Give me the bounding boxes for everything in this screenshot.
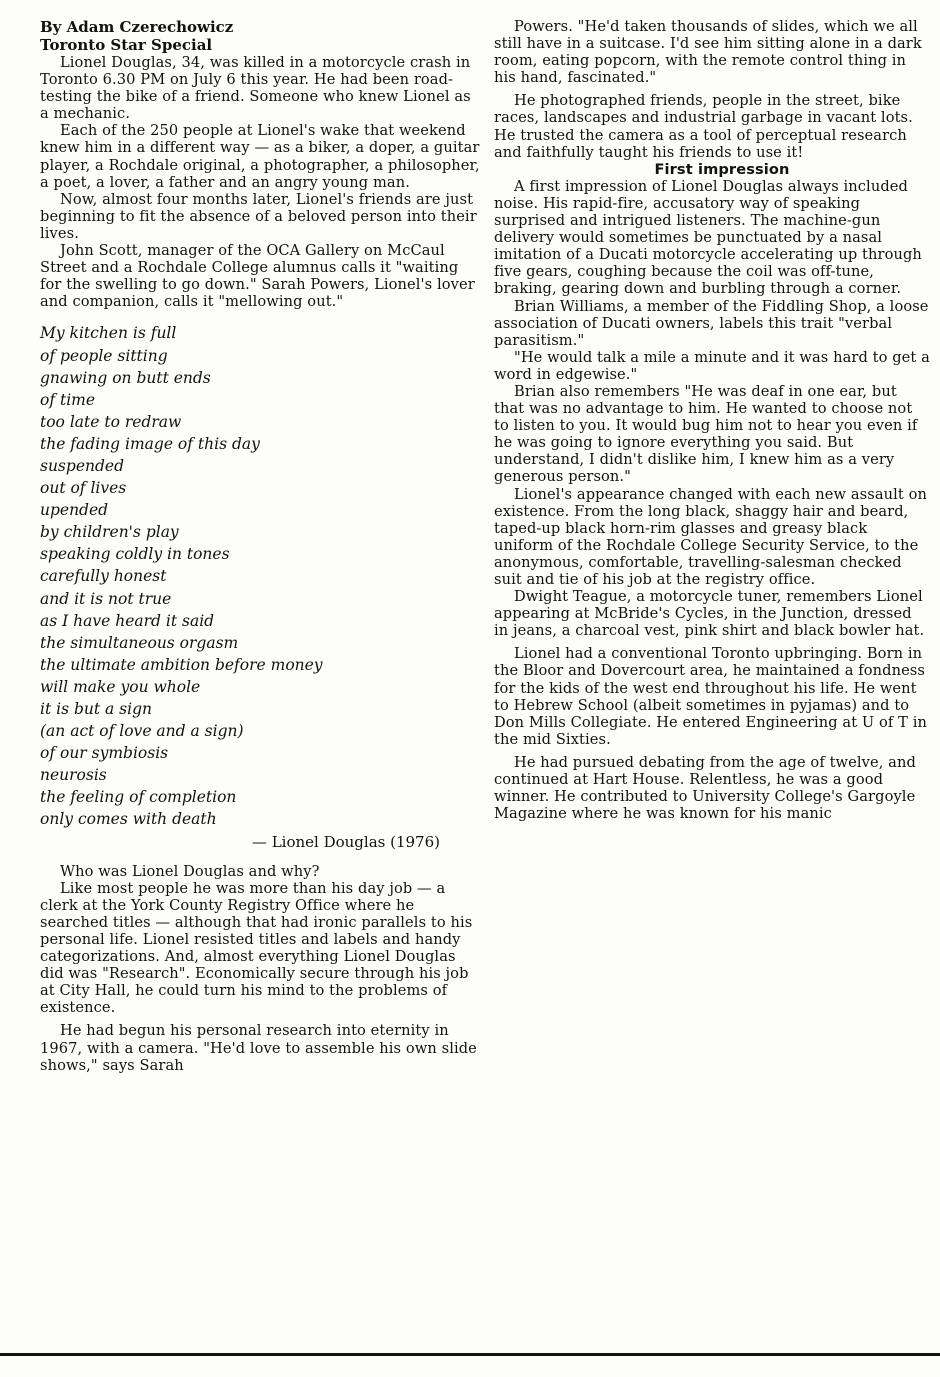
poem-line: of time bbox=[40, 390, 96, 409]
paragraph: Brian Williams, a member of the Fiddling Shop, a loose association of Ducati owners, labels this trait "verbal parasitism." bbox=[494, 297, 929, 349]
poem-line: of our symbiosis bbox=[40, 744, 169, 763]
paragraph: Lionel's appearance changed with each new assault on existence. From the long black, shaggy hair and beard, taped-up black horn-rim glasses and greasy black uniform of the Rochdale College Security Service, to the anonymous, comfortable, travelling-salesman checked suit and tie of his job at the registry office. bbox=[494, 485, 927, 588]
poem-line: it is but a sign bbox=[40, 700, 152, 718]
poem-line: too late to redraw bbox=[40, 412, 182, 431]
paragraph: A first impression of Lionel Douglas always included noise. His rapid-fire, accusatory way of speaking surprised and intrigued listeners. The machine-gun delivery would sometimes be punctuated by a nasal imitation of a Ducati motorcycle accelerating up through five gears, coughing because the coil was off-tune, braking, gearing down and burbling through a corner. bbox=[494, 177, 922, 298]
poem-attribution: — Lionel Douglas (1976) bbox=[251, 832, 440, 851]
poem-line: will make you whole bbox=[40, 677, 201, 696]
poem-line: by children's play bbox=[40, 523, 179, 542]
paragraph: Brian also remembers "He was deaf in one ear, but that was no advantage to him. He wanted to choose not to listen to you. It would bug him not to hear you even if he was going to ignore everything you said. But understand, I didn't dislike him, I knew him as a very generous person." bbox=[494, 382, 918, 486]
byline-source: Toronto Star Special bbox=[40, 36, 213, 54]
paragraph: "He would talk a mile a minute and it was hard to get a word in edgewise." bbox=[494, 348, 930, 383]
poem-line: gnawing on butt ends bbox=[40, 368, 211, 387]
paragraph: Now, almost four months later, Lionel's friends are just beginning to fit the absence of a beloved person into their lives. bbox=[40, 190, 477, 242]
paragraph: He photographed friends, people in the street, bike races, landscapes and industrial garbage in vacant lots. He trusted the camera as a tool of perceptual research and faithfully taught his friends to use it! bbox=[494, 92, 913, 161]
poem-line: neurosis bbox=[40, 766, 107, 785]
poem-line: out of lives bbox=[40, 479, 127, 498]
paragraph: Each of the 250 people at Lionel's wake that weekend knew him in a different way — as a biker, a doper, a guitar player, a Rochdale original, a photographer, a philosopher, a poet, a lover, a father and an angry young man. bbox=[40, 122, 480, 191]
poem-line: My kitchen is full bbox=[40, 324, 177, 343]
poem-line: carefully honest bbox=[40, 567, 167, 586]
paragraph: John Scott, manager of the OCA Gallery on McCaul Street and a Rochdale College alumnus calls it "waiting for the swelling to go down." Sarah Powers, Lionel's lover and companion, calls it "mellowing out." bbox=[40, 242, 475, 311]
poem-line: upended bbox=[40, 501, 109, 520]
poem-line: speaking coldly in tones bbox=[40, 545, 230, 564]
paragraph: Lionel had a conventional Toronto upbringing. Born in the Bloor and Dovercourt area, he maintained a fondness for the kids of the west end throughout his life. He went to Hebrew School (albeit sometimes in pyjamas) and to Don Mills Collegiate. He entered Engineering at U of T in the mid Sixties. bbox=[494, 645, 928, 748]
poem-line: (an act of love and a sign) bbox=[40, 722, 244, 741]
poem-line: the fading image of this day bbox=[40, 434, 260, 453]
poem-line: the feeling of completion bbox=[40, 788, 237, 807]
poem-line: suspended bbox=[40, 456, 124, 475]
poem-line: and it is not true bbox=[40, 589, 172, 608]
poem bbox=[40, 322, 482, 830]
section-heading: First impression bbox=[654, 160, 790, 178]
poem-line: only comes with death bbox=[40, 810, 217, 829]
paragraph: Like most people he was more than his day job — a clerk at the York County Registry Office where he searched titles — although that had ironic parallels to his personal life. Lionel resisted titles and labels and handy categorizations. And, almost everything Lionel Douglas did was "Research". Economically secure through his job at City Hall, he could turn his mind to the problems of existence. bbox=[40, 879, 473, 1017]
byline-author: By Adam Czerechowicz bbox=[40, 18, 234, 36]
bottom-rule bbox=[0, 1353, 940, 1356]
poem-line: the ultimate ambition before money bbox=[40, 655, 323, 674]
paragraph: Powers. "He'd taken thousands of slides, which we all still have in a suitcase. I'd see him sitting alone in a dark room, eating popcorn, with the remote control thing in his hand, fascinated." bbox=[494, 18, 922, 87]
paragraph: Who was Lionel Douglas and why? bbox=[60, 862, 320, 880]
paragraph: He had pursued debating from the age of twelve, and continued at Hart House. Relentless, he was a good winner. He contributed to University College's Gargoyle Magazine where he was known for his manic bbox=[494, 753, 916, 823]
paragraph: Lionel Douglas, 34, was killed in a motorcycle crash in Toronto 6.30 PM on July 6 this year. He had been road-testing the bike of a friend. Someone who knew Lionel as a mechanic. bbox=[40, 54, 471, 123]
paragraph: Dwight Teague, a motorcycle tuner, remembers Lionel appearing at McBride's Cycles, in the Junction, dressed in jeans, a charcoal vest, pink shirt and black bowler hat. bbox=[494, 588, 925, 640]
poem-line: of people sitting bbox=[40, 346, 168, 365]
poem-line: as I have heard it said bbox=[40, 611, 215, 630]
poem-line: the simultaneous orgasm bbox=[40, 633, 239, 652]
left-column bbox=[40, 18, 482, 1074]
right-column bbox=[494, 18, 930, 822]
paragraph: He had begun his personal research into eternity in 1967, with a camera. "He'd love to assemble his own slide shows," says Sarah bbox=[40, 1022, 477, 1074]
